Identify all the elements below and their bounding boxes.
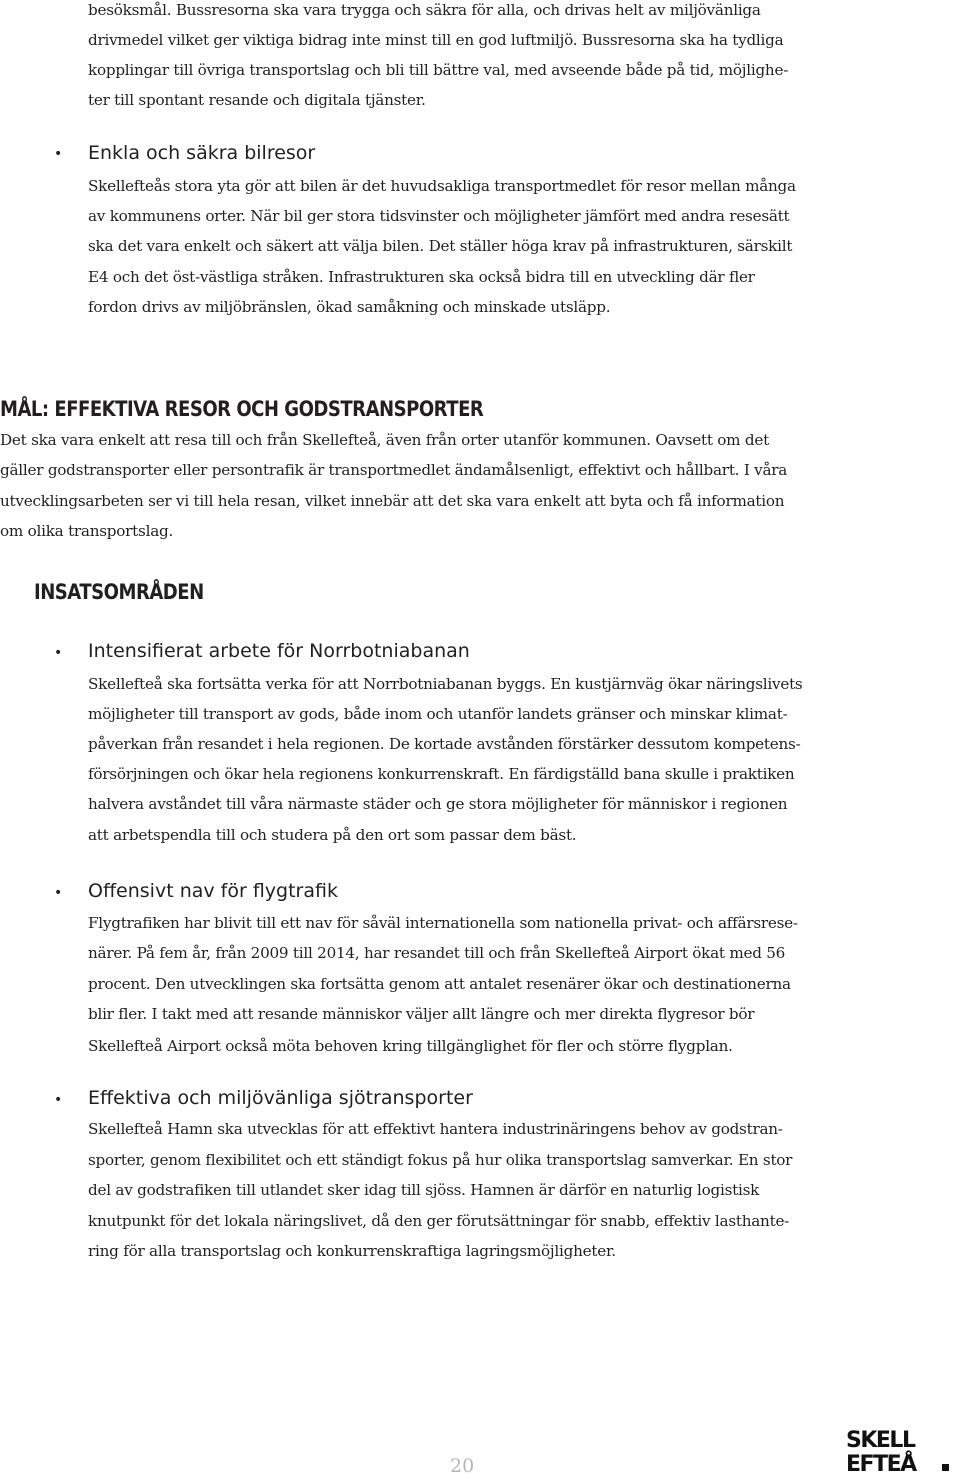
section-title: Intensifierat arbete för Norrbotniabanan bbox=[88, 640, 470, 662]
text-line: möjligheter till transport av gods, både inom och utanför landets gränser och minskar klimat- bbox=[88, 705, 788, 723]
bullet-icon: • bbox=[54, 645, 63, 661]
skelleftea-logo bbox=[846, 1427, 950, 1473]
bullet-icon: • bbox=[54, 885, 63, 901]
svg-text:SKELL: SKELL bbox=[846, 1428, 915, 1453]
text-line: ter till spontant resande och digitala tjänster. bbox=[88, 91, 426, 109]
text-line: Flygtrafiken har blivit till ett nav för såväl internationella som nationella privat- och affärsrese- bbox=[88, 914, 798, 932]
text-line: av kommunens orter. När bil ger stora tidsvinster och möjligheter jämfört med andra resesätt bbox=[88, 207, 790, 225]
text-line: sporter, genom flexibilitet och ett ständigt fokus på hur olika transportslag samverkar. En stor bbox=[88, 1151, 793, 1169]
text-line: besöksmål. Bussresorna ska vara trygga och säkra för alla, och drivas helt av miljövänliga bbox=[88, 1, 761, 19]
text-line: försörjningen och ökar hela regionens konkurrenskraft. En färdigställd bana skulle i praktiken bbox=[88, 765, 795, 783]
text-line: om olika transportslag. bbox=[0, 522, 174, 540]
text-line: utvecklingsarbeten ser vi till hela resan, vilket innebär att det ska vara enkelt att byta och få information bbox=[0, 492, 785, 510]
section-title: Effektiva och miljövänliga sjötransporter bbox=[88, 1087, 473, 1109]
text-line: E4 och det öst-västliga stråken. Infrastrukturen ska också bidra till en utveckling där fler bbox=[88, 268, 755, 286]
section-title: Offensivt nav för flygtrafik bbox=[88, 880, 338, 902]
text-line: del av godstrafiken till utlandet sker idag till sjöss. Hamnen är därför en naturlig logistisk bbox=[88, 1181, 760, 1199]
text-line: drivmedel vilket ger viktiga bidrag inte minst till en god luftmiljö. Bussresorna ska ha tydliga bbox=[88, 31, 784, 49]
text-line: ring för alla transportslag och konkurrenskraftiga lagringsmöjligheter. bbox=[88, 1242, 616, 1260]
focus-heading: INSATSOMRÅDEN bbox=[34, 580, 204, 604]
section-title: Enkla och säkra bilresor bbox=[88, 142, 316, 164]
goal-heading: MÅL: EFFEKTIVA RESOR OCH GODSTRANSPORTER bbox=[0, 397, 484, 421]
text-line: Det ska vara enkelt att resa till och från Skellefteå, även från orter utanför kommunen. Oavsett om det bbox=[0, 431, 769, 449]
text-line: påverkan från resandet i hela regionen. De kortade avstånden förstärker dessutom kompetens- bbox=[88, 735, 801, 753]
text-line: Skellefteås stora yta gör att bilen är det huvudsakliga transportmedlet för resor mellan många bbox=[88, 177, 796, 195]
bullet-icon: • bbox=[54, 1092, 63, 1108]
text-line: Skellefteå Airport också möta behoven kring tillgänglighet för fler och större flygplan. bbox=[88, 1037, 733, 1055]
text-line: kopplingar till övriga transportslag och bli till bättre val, med avseende både på tid, möjlighe- bbox=[88, 61, 789, 79]
text-line: ska det vara enkelt och säkert att välja bilen. Det ställer höga krav på infrastrukturen, särskilt bbox=[88, 237, 793, 255]
text-line: knutpunkt för det lokala näringslivet, då den ger förutsättningar för snabb, effektiv lasthante- bbox=[88, 1212, 790, 1230]
text-line: fordon drivs av miljöbränslen, ökad samåkning och minskade utsläpp. bbox=[88, 298, 611, 316]
text-line: Skellefteå ska fortsätta verka för att Norrbotniabanan byggs. En kustjärnväg ökar näringslivets bbox=[88, 675, 803, 693]
page-number: 20 bbox=[450, 1455, 475, 1477]
text-line: Skellefteå Hamn ska utvecklas för att effektivt hantera industrinäringens behov av godstran- bbox=[88, 1120, 783, 1138]
text-line: blir fler. I takt med att resande människor väljer allt längre och mer direkta flygresor bör bbox=[88, 1005, 755, 1023]
text-line: halvera avståndet till våra närmaste städer och ge stora möjligheter för människor i regionen bbox=[88, 795, 788, 813]
bullet-icon: • bbox=[54, 146, 63, 162]
svg-text:EFTEÅ: EFTEÅ bbox=[846, 1452, 916, 1473]
text-line: gäller godstransporter eller persontrafik är transportmedlet ändamålsenligt, effektivt och hållbart. I våra bbox=[0, 461, 788, 479]
text-line: närer. På fem år, från 2009 till 2014, har resandet till och från Skellefteå Airport ökat med 56 bbox=[88, 944, 786, 962]
text-line: procent. Den utvecklingen ska fortsätta genom att antalet resenärer ökar och destinationerna bbox=[88, 975, 791, 993]
text-line: att arbetspendla till och studera på den ort som passar dem bäst. bbox=[88, 826, 577, 844]
